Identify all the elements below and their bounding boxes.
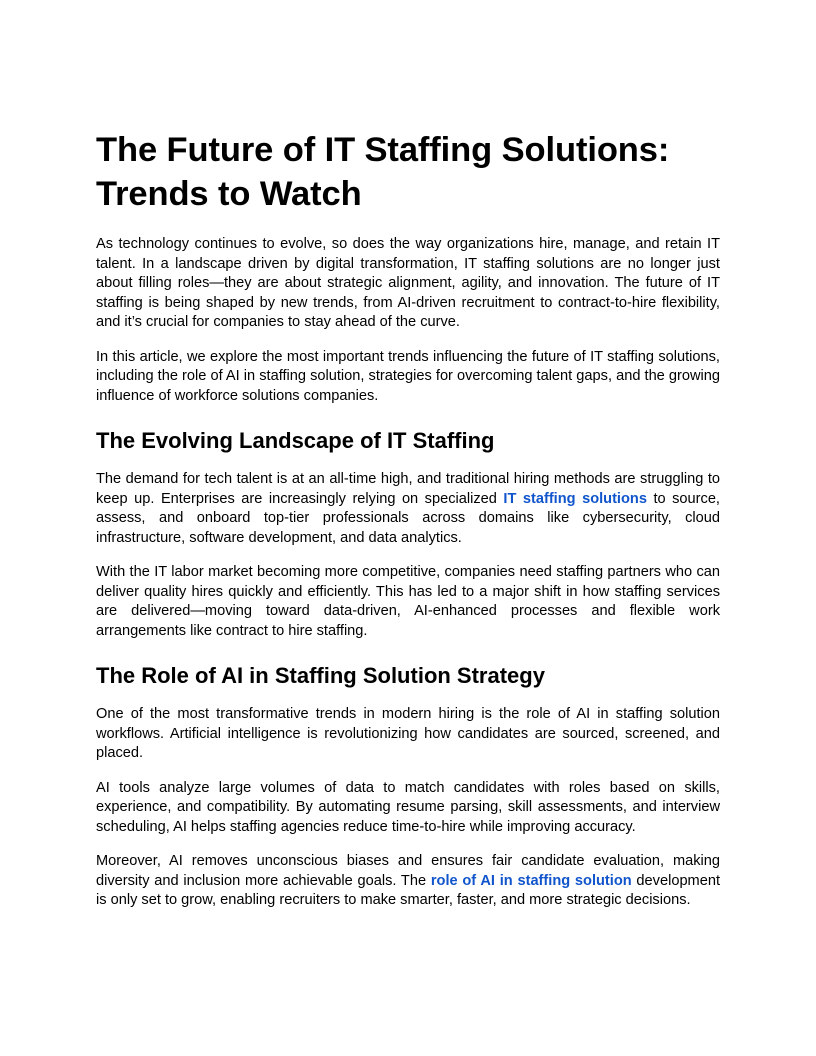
section-heading-role-of-ai: The Role of AI in Staffing Solution Strategy [96, 663, 545, 688]
section-heading-evolving-landscape: The Evolving Landscape of IT Staffing [96, 428, 495, 453]
role-of-ai-paragraph-2: AI tools analyze large volumes of data to match candidates with roles based on skills, experience, and compatibility. By automating resume parsing, skill assessments, and interview scheduling, AI helps staffing agencies reduce time-to-hire while improving accuracy. [96, 779, 720, 835]
paragraph-text: development is only set to grow, enabling recruiters to make smarter, faster, and more strategic decisions. [96, 872, 720, 908]
it-staffing-solutions-link[interactable]: IT staffing solutions [503, 490, 647, 507]
paragraph-text: Moreover, AI removes unconscious biases and ensures fair candidate evaluation, making diversity and inclusion more achievable goals. The [96, 853, 720, 889]
evolving-landscape-paragraph-2: With the IT labor market becoming more competitive, companies need staffing partners who can deliver quality hires quickly and efficiently. This has led to a major shift in how staffing services are delivered—moving toward data-driven, AI-enhanced processes and flexible work arrangements like contract to hire staffing. [96, 564, 720, 639]
role-of-ai-paragraph-3 [96, 852, 720, 911]
paragraph-text: to source, assess, and onboard top-tier professionals across domains like cybersecurity, cloud infrastructure, software development, and data analytics. [96, 490, 720, 546]
intro-paragraph-1: As technology continues to evolve, so does the way organizations hire, manage, and retain IT talent. In a landscape driven by digital transformation, IT staffing solutions are no longer just about filling roles—they are about strategic alignment, agility, and innovation. The future of IT staffing is being shaped by new trends, from AI-driven recruitment to contract-to-hire flexibility, and it’s crucial for companies to stay ahead of the curve. [96, 236, 720, 330]
document-page [96, 128, 720, 926]
role-of-ai-paragraph-1: One of the most transformative trends in modern hiring is the role of AI in staffing solution workflows. Artificial intelligence is revolutionizing how candidates are sourced, screened, and placed. [96, 706, 720, 761]
intro-paragraph-2: In this article, we explore the most important trends influencing the future of IT staffing solutions, including the role of AI in staffing solution, strategies for overcoming talent gaps, and the growing influence of workforce solutions companies. [96, 348, 720, 404]
role-of-ai-in-staffing-solution-link[interactable]: role of AI in staffing solution [426, 872, 632, 889]
page-title: The Future of IT Staffing Solutions: Trends to Watch [96, 131, 670, 213]
evolving-landscape-paragraph-1 [96, 470, 720, 548]
paragraph-text: The demand for tech talent is at an all-time high, and traditional hiring methods are struggling to keep up. Enterprises are increasingly relying on specialized [96, 471, 720, 507]
